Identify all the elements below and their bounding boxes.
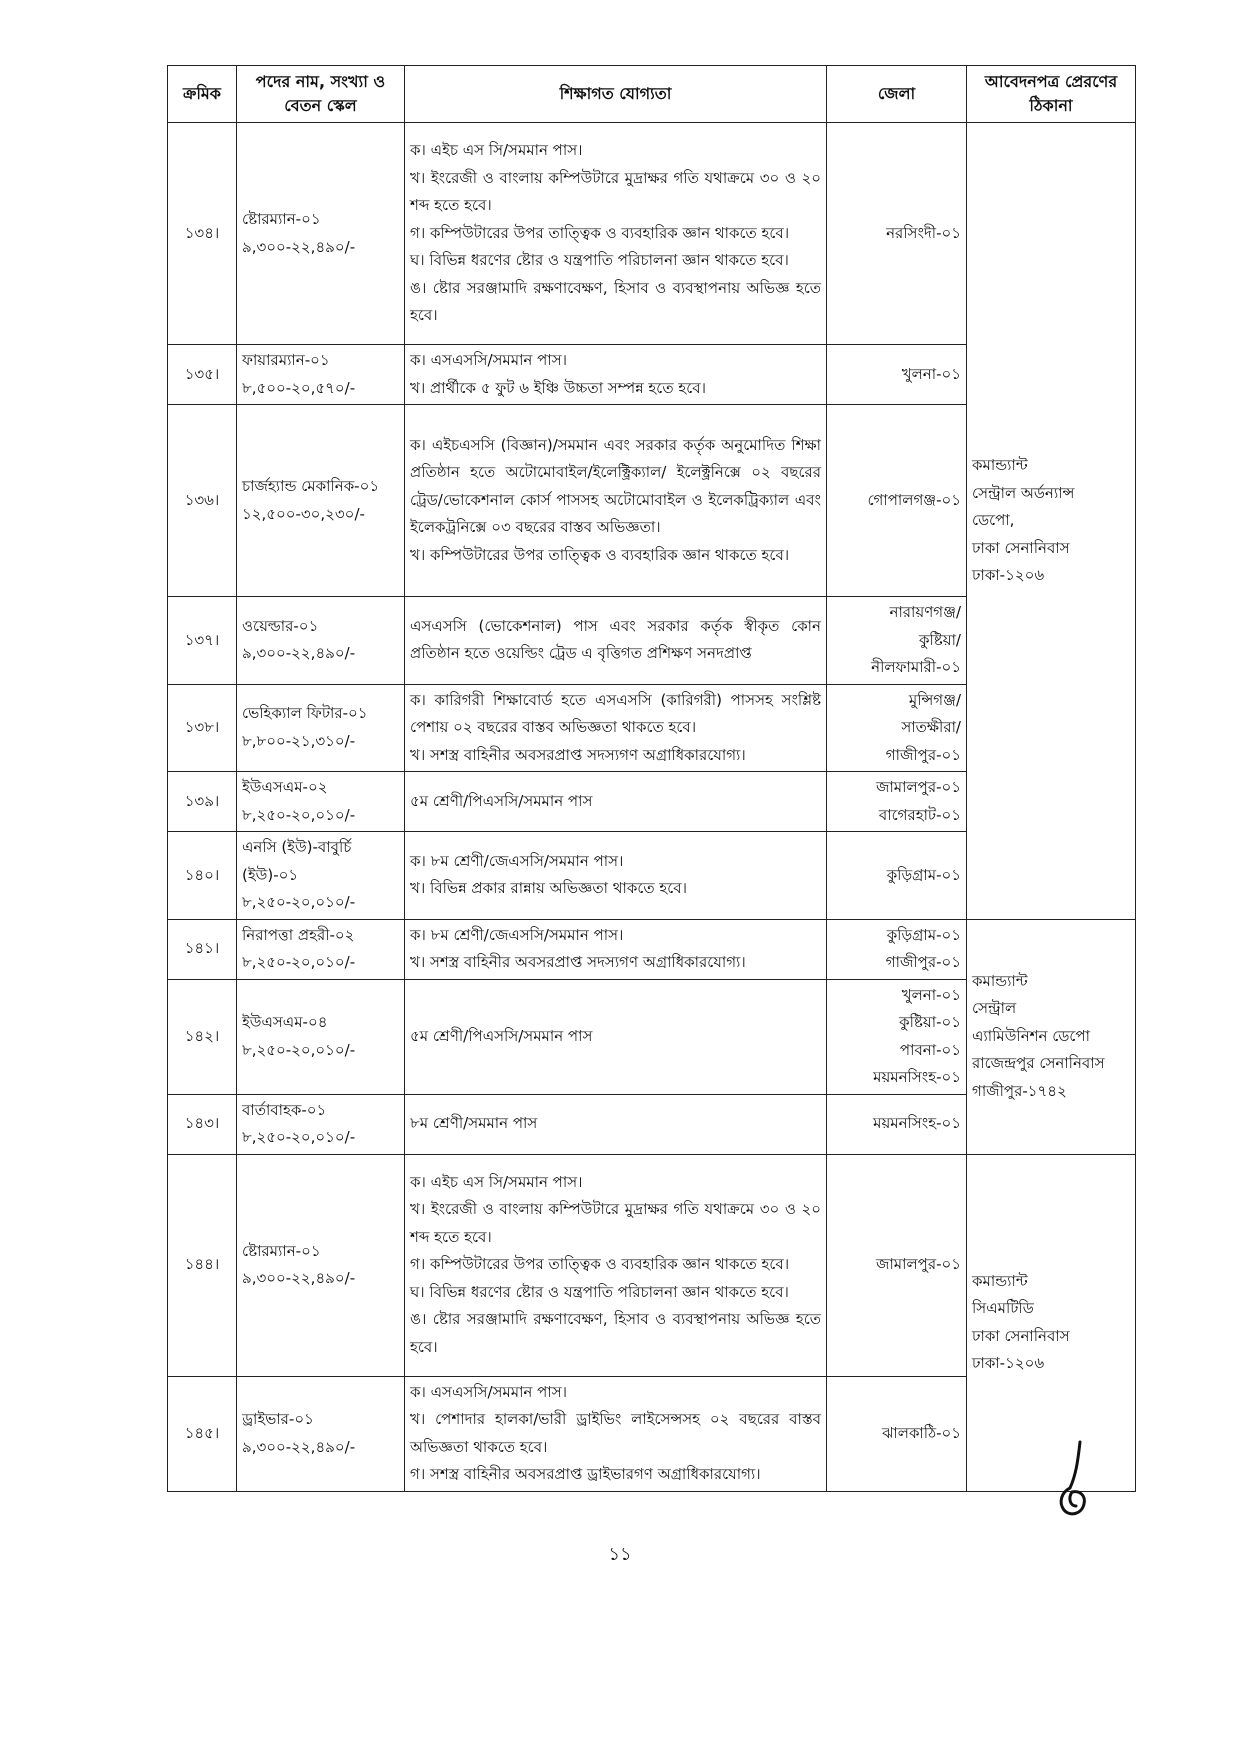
signature-mark <box>1040 1440 1110 1520</box>
district-cell-line: মুন্সিগঞ্জ/ <box>908 690 961 709</box>
address-line: ডেপো, <box>972 511 1015 529</box>
qualification-cell-line: ক। এসএসসি/সমমান পাস। <box>410 351 567 369</box>
qualification-cell-line: গ। সশস্ত্র বাহিনীর অবসরপ্রাপ্ত ড্রাইভারগণ অগ্রাধিকারযোগ্য। <box>410 1465 761 1483</box>
address-line: কমান্ড্যান্ট <box>972 456 1028 474</box>
page-number: ১১ <box>608 1544 632 1565</box>
district-cell <box>827 1154 967 1376</box>
qualification-cell-line: খ। বিভিন্ন প্রকার রান্নায় অভিজ্ঞতা থাকতে হবে। <box>410 879 688 898</box>
qualification-cell-line: ক। ৮ম শ্রেণী/জেএসসি/সমমান পাস। <box>410 925 624 944</box>
address-line: ঢাকা সেনানিবাস <box>972 1326 1070 1345</box>
qualification-cell <box>405 1154 827 1376</box>
district-cell-line: জামালপুর-০১ <box>876 1255 961 1274</box>
post-cell-line: ৮,২৫০-২০,০১০/- <box>242 953 356 971</box>
district-cell-line: খুলনা-০১ <box>901 364 961 383</box>
post-cell-line: ৯,৩০০-২২,৪৯০/- <box>242 644 356 663</box>
district-cell <box>827 979 967 1094</box>
address-line: সিএমটিডি <box>972 1299 1034 1317</box>
serial-cell: ১৩৫। <box>168 345 237 405</box>
qualification-cell-line: ঙ। ষ্টোর সরঞ্জামাদি রক্ষণাবেক্ষণ, হিসাব ও ব্যবস্থাপনায় অভিজ্ঞ হতে হবে। <box>410 1310 821 1356</box>
post-cell <box>237 684 405 772</box>
serial-cell: ১৩৪। <box>168 123 237 345</box>
address-cell <box>967 919 1136 1154</box>
post-cell <box>237 772 405 832</box>
post-cell-line: চার্জহ্যান্ড মেকানিক-০১ <box>242 477 380 495</box>
post-cell <box>237 405 405 597</box>
post-cell-line: নিরাপত্তা প্রহরী-০২ <box>242 925 355 944</box>
qualification-cell <box>405 597 827 685</box>
qualification-cell-line: ক। এসএসসি/সমমান পাস। <box>410 1382 567 1401</box>
post-cell-line: (ইউ)-০১ <box>242 865 299 884</box>
qualification-cell <box>405 979 827 1094</box>
address-line: ঢাকা-১২০৬ <box>972 1354 1045 1372</box>
qualification-cell-line: এসএসসি (ভোকেশনাল) পাস এবং সরকার কর্তৃক স্বীকৃত কোন প্রতিষ্ঠান হতে ওয়েল্ডিং ট্রেড এ বৃত্তিগত প্রশিক্ষণ সনদপ্রাপ্ত <box>410 616 821 663</box>
post-cell-line: ৯,৩০০-২২,৪৯০/- <box>242 1437 356 1456</box>
address-line: কমান্ড্যান্ট <box>972 971 1028 990</box>
table-row <box>168 123 1136 345</box>
post-cell <box>237 597 405 685</box>
qualification-cell-line: ক। ৮ম শ্রেণী/জেএসসি/সমমান পাস। <box>410 851 624 870</box>
qualification-cell-line: খ। সশস্ত্র বাহিনীর অবসরপ্রাপ্ত সদস্যগণ অগ্রাধিকারযোগ্য। <box>410 953 746 971</box>
district-cell-line: কুড়িগ্রাম-০১ <box>886 865 961 884</box>
district-cell <box>827 772 967 832</box>
qualification-cell-line: ৫ম শ্রেণী/পিএসসি/সমমান পাস <box>410 791 593 810</box>
header-post: পদের নাম, সংখ্যা ও বেতন স্কেল <box>237 66 405 123</box>
post-cell <box>237 979 405 1094</box>
post-cell-line: ৯,৩০০-২২,৪৯০/- <box>242 1269 356 1287</box>
qualification-cell-line: খ। ইংরেজী ও বাংলায় কম্পিউটারে মুদ্রাক্ষর গতি যথাক্রমে ৩০ ও ২০ শব্দ হতে হবে। <box>410 1200 821 1246</box>
table-row <box>168 919 1136 979</box>
post-cell-line: ষ্টোরম্যান-০১ <box>242 210 321 228</box>
post-cell-line: ড্রাইভার-০১ <box>242 1410 314 1428</box>
district-cell-line: খুলনা-০১ <box>901 985 961 1004</box>
qualification-cell-line: খ। পেশাদার হালকা/ভারী ড্রাইভিং লাইসেন্সসহ ০২ বছরের বাস্তব অভিজ্ঞতা থাকতে হবে। <box>410 1410 821 1456</box>
district-cell <box>827 345 967 405</box>
post-cell <box>237 832 405 920</box>
qualification-cell-line: ৮ম শ্রেণী/সমমান পাস <box>410 1114 538 1133</box>
qualification-cell <box>405 1094 827 1154</box>
post-cell-line: ভেহিক্যাল ফিটার-০১ <box>242 704 368 723</box>
post-cell <box>237 123 405 345</box>
post-cell <box>237 1154 405 1376</box>
serial-cell: ১৪০। <box>168 832 237 920</box>
table-body <box>168 123 1136 1492</box>
serial-cell: ১৩৯। <box>168 772 237 832</box>
post-cell-line: ১২,৫০০-৩০,২৩০/- <box>242 504 365 523</box>
serial-cell: ১৪২। <box>168 979 237 1094</box>
qualification-cell-line: ক। এইচ এস সি/সমমান পাস। <box>410 1172 583 1191</box>
qualification-cell <box>405 919 827 979</box>
qualification-cell-line: খ। প্রার্থীকে ৫ ফুট ৬ ইঞ্চি উচ্চতা সম্পন্ন হতে হবে। <box>410 378 706 397</box>
qualification-cell-line: ক। এইচএসসি (বিজ্ঞান)/সমমান এবং সরকার কর্তৃক অনুমোদিত শিক্ষা প্রতিষ্ঠান হতে অটোমোবাইল/ইলেক্ট্রিক্যাল/ ইলেক্ট্রনিক্সে ০২ বছরের ট্রেড/ভোকেশনাল কোর্স পাসসহ অটোমোবাইল ও ইলেকট্রিক্যাল এবং ইলেকট্রনিক্সে ০৩ বছরের বাস্তব অভিজ্ঞতা। <box>410 435 821 537</box>
post-cell-line: ৮,২৫০-২০,০১০/- <box>242 893 356 911</box>
address-line: সেন্ট্রাল অর্ডন্যান্স <box>972 483 1075 502</box>
district-cell <box>827 1376 967 1491</box>
district-cell <box>827 123 967 345</box>
post-cell <box>237 1094 405 1154</box>
post-cell-line: ৮,২৫০-২০,০১০/- <box>242 805 356 824</box>
district-cell-line: কুড়িগ্রাম-০১ <box>886 925 961 944</box>
serial-cell: ১৩৬। <box>168 405 237 597</box>
district-cell-line: সাতক্ষীরা/ <box>901 718 961 736</box>
district-cell <box>827 597 967 685</box>
qualification-cell-line: খ। কম্পিউটারের উপর তাত্ত্বিক ও ব্যবহারিক জ্ঞান থাকতে হবে। <box>410 545 790 564</box>
district-cell <box>827 1094 967 1154</box>
qualification-cell <box>405 1376 827 1491</box>
table-row <box>168 1154 1136 1376</box>
post-cell <box>237 345 405 405</box>
header-qualification: শিক্ষাগত যোগ্যতা <box>405 66 827 123</box>
district-cell-line: নারায়ণগঞ্জ/ <box>889 603 961 621</box>
district-cell-line: বাগেরহাট-০১ <box>878 805 961 824</box>
post-cell-line: ৯,৩০০-২২,৪৯০/- <box>242 237 356 256</box>
post-cell-line: ষ্টোরম্যান-০১ <box>242 1241 321 1260</box>
header-district: জেলা <box>827 66 967 123</box>
post-cell <box>237 919 405 979</box>
district-cell-line: পাবনা-০১ <box>899 1040 961 1059</box>
qualification-cell-line: খ। সশস্ত্র বাহিনীর অবসরপ্রাপ্ত সদস্যগণ অগ্রাধিকারযোগ্য। <box>410 745 746 764</box>
district-cell <box>827 919 967 979</box>
qualification-cell <box>405 772 827 832</box>
district-cell-line: কুষ্টিয়া/ <box>918 630 961 649</box>
district-cell <box>827 684 967 772</box>
post-cell-line: ওয়েল্ডার-০১ <box>242 616 319 635</box>
district-cell <box>827 405 967 597</box>
district-cell-line: ময়মনসিংহ-০১ <box>873 1114 961 1133</box>
qualification-cell-line: ৫ম শ্রেণী/পিএসসি/সমমান পাস <box>410 1026 593 1045</box>
district-cell-line: গোপালগঞ্জ-০১ <box>867 490 961 509</box>
district-cell-line: গাজীপুর-০১ <box>885 953 961 971</box>
address-line: কমান্ড্যান্ট <box>972 1271 1028 1290</box>
post-cell-line: বার্তাবাহক-০১ <box>242 1100 327 1119</box>
qualification-cell <box>405 405 827 597</box>
qualification-cell-line: খ। ইংরেজী ও বাংলায় কম্পিউটারে মুদ্রাক্ষর গতি যথাক্রমে ৩০ ও ২০ শব্দ হতে হবে। <box>410 168 821 215</box>
district-cell-line: নীলফামারী-০১ <box>871 658 961 676</box>
address-line: এ্যামিউনিশন ডেপো <box>972 1026 1090 1045</box>
qualification-cell-line: গ। কম্পিউটারের উপর তাত্ত্বিক ও ব্যবহারিক জ্ঞান থাকতে হবে। <box>410 223 790 242</box>
serial-cell: ১৩৮। <box>168 684 237 772</box>
serial-cell: ১৩৭। <box>168 597 237 685</box>
qualification-cell <box>405 345 827 405</box>
address-line: গাজীপুর-১৭৪২ <box>972 1081 1067 1100</box>
district-cell-line: ময়মনসিংহ-০১ <box>873 1068 961 1086</box>
serial-cell: ১৪৩। <box>168 1094 237 1154</box>
district-cell-line: ঝালকাঠি-০১ <box>882 1423 961 1442</box>
post-cell-line: এনসি (ইউ)-বাবুর্চি <box>242 838 352 856</box>
qualification-cell-line: ঘ। বিভিন্ন ধরণের ষ্টোর ও যন্ত্রপাতি পরিচালনা জ্ঞান থাকতে হবে। <box>410 1282 789 1301</box>
qualification-cell <box>405 832 827 920</box>
district-cell-line: গাজীপুর-০১ <box>885 745 961 764</box>
address-cell <box>967 123 1136 920</box>
qualification-cell-line: ক। কারিগরী শিক্ষাবোর্ড হতে এসএসসি (কারিগরী) পাসসহ সংশ্লিষ্ট পেশায় ০২ বছরের বাস্তব অভিজ্ঞতা থাকতে হবে। <box>410 690 821 736</box>
district-cell <box>827 832 967 920</box>
address-line: রাজেন্দ্রপুর সেনানিবাস <box>972 1054 1105 1073</box>
post-cell-line: ৮,২৫০-২০,০১০/- <box>242 1040 356 1059</box>
post-cell-line: ইউএসএম-০৪ <box>242 1013 328 1031</box>
district-cell-line: জামালপুর-০১ <box>876 778 961 796</box>
post-cell-line: ৮,৮০০-২১,৩১০/- <box>242 731 356 750</box>
address-line: ঢাকা-১২০৬ <box>972 566 1045 584</box>
district-cell-line: নরসিংদী-০১ <box>886 223 961 242</box>
qualification-cell-line: ঘ। বিভিন্ন ধরণের ষ্টোর ও যন্ত্রপাতি পরিচালনা জ্ঞান থাকতে হবে। <box>410 251 789 270</box>
qualification-cell-line: ঙ। ষ্টোর সরঞ্জামাদি রক্ষণাবেক্ষণ, হিসাব ও ব্যবস্থাপনায় অভিজ্ঞ হতে হবে। <box>410 278 821 325</box>
qualification-cell <box>405 123 827 345</box>
post-cell-line: ৮,৫০০-২০,৫৭০/- <box>242 378 356 397</box>
district-cell-line: কুষ্টিয়া-০১ <box>899 1013 961 1031</box>
qualification-cell-line: ক। এইচ এস সি/সমমান পাস। <box>410 141 583 160</box>
address-line: সেন্ট্রাল <box>972 999 1017 1018</box>
address-line: ঢাকা সেনানিবাস <box>972 538 1070 557</box>
recruitment-table <box>167 65 1136 1492</box>
post-cell-line: ৮,২৫০-২০,০১০/- <box>242 1128 356 1146</box>
post-cell-line: ইউএসএম-০২ <box>242 778 328 796</box>
header-address: আবেদনপত্র প্রেরণের ঠিকানা <box>967 66 1136 123</box>
post-cell <box>237 1376 405 1491</box>
serial-cell: ১৪৪। <box>168 1154 237 1376</box>
serial-cell: ১৪৫। <box>168 1376 237 1491</box>
serial-cell: ১৪১। <box>168 919 237 979</box>
qualification-cell <box>405 684 827 772</box>
header-serial: ক্রমিক <box>168 66 237 123</box>
qualification-cell-line: গ। কম্পিউটারের উপর তাত্ত্বিক ও ব্যবহারিক জ্ঞান থাকতে হবে। <box>410 1255 790 1274</box>
table-header-row <box>168 66 1136 123</box>
post-cell-line: ফায়ারম্যান-০১ <box>242 351 330 369</box>
